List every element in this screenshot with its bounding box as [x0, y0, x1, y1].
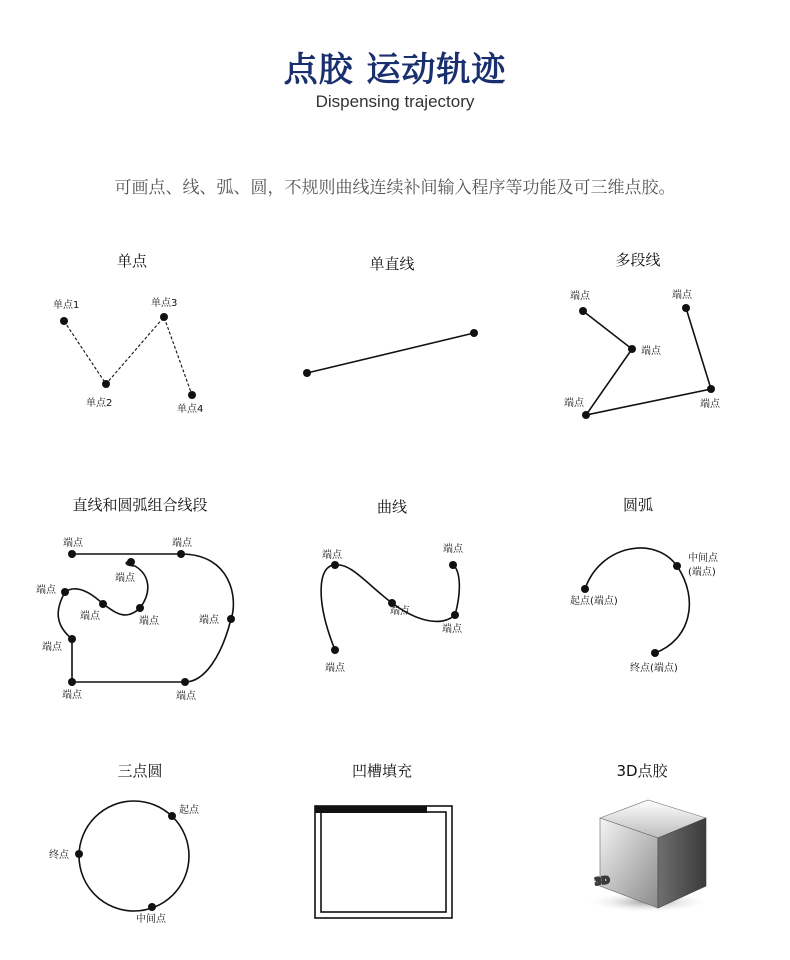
- point-marker: [188, 391, 196, 399]
- point-marker: [127, 558, 135, 566]
- point-marker: [451, 611, 459, 619]
- caption-curve: 曲线: [376, 498, 407, 516]
- groove-inner-rect: [321, 812, 446, 912]
- label-end-point: 终点: [49, 850, 69, 861]
- caption-polyline: 多段线: [615, 251, 661, 269]
- label-middle-point: 中间点: [688, 553, 718, 564]
- point-marker: [651, 649, 659, 657]
- caption-single-line: 单直线: [369, 255, 415, 273]
- label-endpoint: 端点: [700, 399, 720, 410]
- point-marker: [628, 345, 636, 353]
- label-middle-point: 中间点: [136, 914, 166, 925]
- point-marker: [61, 588, 69, 596]
- label-endpoint: 端点: [62, 690, 82, 701]
- label-point-4: 单点4: [177, 404, 204, 415]
- label-middle-endpoint: (端点): [688, 567, 716, 578]
- point-marker: [331, 646, 339, 654]
- page-description: 可画点、线、弧、圆，不规则曲线连续补间输入程序等功能及可三维点胶。: [114, 178, 676, 198]
- point-marker: [181, 678, 189, 686]
- line-arc-combo-diagram: [36, 536, 235, 702]
- label-endpoint: 端点: [325, 663, 345, 674]
- label-endpoint: 端点: [672, 290, 692, 301]
- label-start-point: 起点(端点): [570, 596, 618, 607]
- point-marker: [227, 615, 235, 623]
- label-start-point: 起点: [179, 805, 199, 816]
- label-endpoint: 端点: [322, 550, 342, 561]
- polyline-diagram: [564, 288, 721, 419]
- label-endpoint: 端点: [564, 398, 584, 409]
- label-endpoint: 端点: [80, 611, 100, 622]
- groove-fill-diagram: [315, 806, 452, 918]
- point-marker: [99, 600, 107, 608]
- point-marker: [707, 385, 715, 393]
- label-endpoint: 端点: [115, 573, 135, 584]
- point-marker: [168, 812, 176, 820]
- point-marker: [136, 604, 144, 612]
- single-point-diagram: [53, 296, 203, 415]
- label-endpoint: 端点: [42, 642, 62, 653]
- point-marker: [148, 903, 156, 911]
- label-endpoint: 端点: [390, 606, 410, 617]
- point-marker: [581, 585, 589, 593]
- label-end-point: 终点(端点): [630, 663, 678, 674]
- label-endpoint: 端点: [641, 346, 661, 357]
- single-line-diagram: [303, 329, 478, 377]
- logo-3d-text: 3D: [594, 875, 611, 889]
- point-marker: [75, 850, 83, 858]
- point-marker: [68, 550, 76, 558]
- caption-three-point-circle: 三点圆: [117, 762, 163, 780]
- point-marker: [470, 329, 478, 337]
- label-endpoint: 端点: [443, 544, 463, 555]
- page-title: 点胶 运动轨迹: [283, 50, 507, 90]
- point-marker: [582, 411, 590, 419]
- label-endpoint: 端点: [172, 538, 192, 549]
- groove-fill-bar: [315, 806, 427, 813]
- dashed-path: [64, 317, 192, 395]
- label-point-2: 单点2: [86, 398, 113, 409]
- point-marker: [673, 562, 681, 570]
- point-marker: [60, 317, 68, 325]
- point-marker: [579, 307, 587, 315]
- line-segment: [307, 333, 474, 373]
- label-endpoint: 端点: [36, 585, 56, 596]
- point-marker: [449, 561, 457, 569]
- label-endpoint: 端点: [442, 624, 462, 635]
- point-marker: [160, 313, 168, 321]
- 3d-logo: [586, 800, 710, 913]
- curve-diagram: [321, 542, 464, 674]
- point-marker: [682, 304, 690, 312]
- polyline-path: [583, 308, 711, 415]
- caption-3d-dispense: 3D点胶: [616, 762, 668, 780]
- arc-diagram: [570, 548, 719, 674]
- label-endpoint: 端点: [570, 291, 590, 302]
- caption-groove-fill: 凹槽填充: [351, 762, 412, 780]
- label-point-1: 单点1: [53, 300, 80, 311]
- point-marker: [68, 678, 76, 686]
- caption-single-point: 单点: [116, 252, 147, 270]
- point-marker: [102, 380, 110, 388]
- groove-outer-rect: [315, 806, 452, 918]
- caption-line-arc-combo: 直线和圆弧组合线段: [72, 496, 208, 514]
- page-subtitle: Dispensing trajectory: [315, 92, 475, 111]
- point-marker: [303, 369, 311, 377]
- point-marker: [331, 561, 339, 569]
- label-point-3: 单点3: [151, 298, 178, 309]
- label-endpoint: 端点: [176, 691, 196, 702]
- label-endpoint: 端点: [199, 615, 219, 626]
- label-endpoint: 端点: [63, 538, 83, 549]
- caption-arc: 圆弧: [622, 496, 653, 514]
- label-endpoint: 端点: [139, 616, 159, 627]
- point-marker: [177, 550, 185, 558]
- point-marker: [68, 635, 76, 643]
- three-point-circle-diagram: [49, 801, 200, 925]
